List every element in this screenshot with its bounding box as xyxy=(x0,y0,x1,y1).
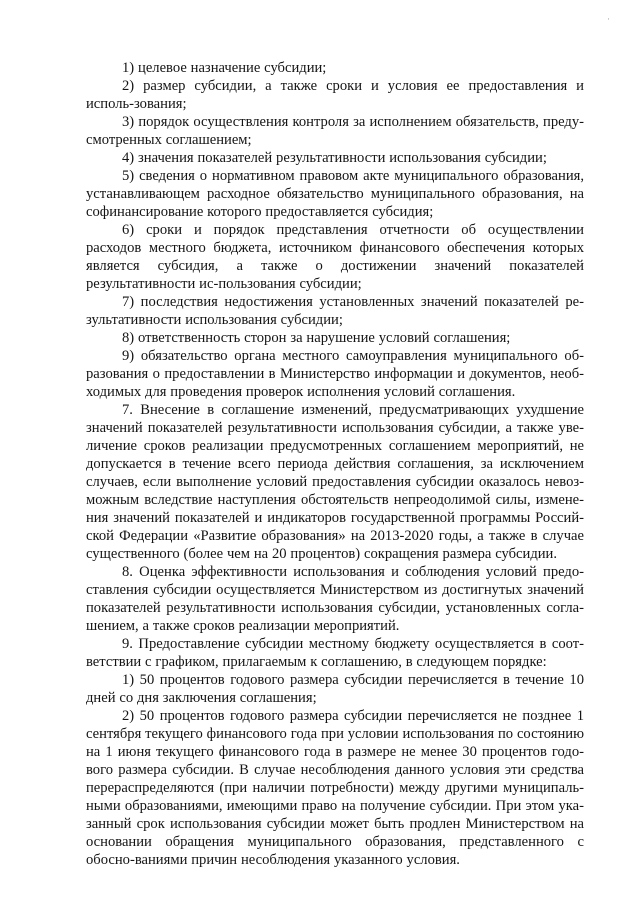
paragraph-item-9: 9) обязательство органа местного самоуправления муниципального об-разования о предоставлении в Министерство информации и документов, необ-ходимых для проведения проверок исполнения условий соглашения. xyxy=(86,348,584,400)
paragraph-item-7: 7) последствия недостижения установленных значений показателей ре-зультативности использования субсидии; xyxy=(86,294,584,328)
paragraph-item-2: 2) размер субсидии, а также сроки и условия ее предоставления и исполь-зования; xyxy=(86,78,584,112)
paragraph-section-7: 7. Внесение в соглашение изменений, предусматривающих ухудшение значений показателей результативности использования субсидии, а также уве-личение сроков реализации предусмотренных соглашением мероприятий, не допускается в течение всего периода действия соглашения, за исключением случаев, если выполнение условий предоставления субсидии оказалось невоз-можным вследствие наступления обстоятельств непреодолимой силы, измене-ния значений показателей и индикаторов государственной программы Россий-ской Федерации «Развитие образования» на 2013-2020 годы, а также в случае существенного (более чем на 20 процентов) сокращения размера субсидии. xyxy=(86,402,584,562)
paragraph-item-3: 3) порядок осуществления контроля за исполнением обязательств, преду-смотренных соглашением; xyxy=(86,114,584,148)
document-page xyxy=(86,59,584,869)
paragraph-item-6: 6) сроки и порядок представления отчетности об осуществлении расходов местного бюджета, источником финансового обеспечения которых является субсидия, а также о достижении значений показателей результативности ис-пользования субсидии; xyxy=(86,222,584,292)
paragraph-item-4: 4) значения показателей результативности использования субсидии; xyxy=(122,150,547,166)
paragraph-item-1: 1) целевое назначение субсидии; xyxy=(122,60,327,76)
paragraph-subitem-2: 2) 50 процентов годового размера субсидии перечисляется не позднее 1 сентября текущего финансового года при условии использования по состоянию на 1 июня текущего финансового года в размере не менее 30 процентов годо-вого размера субсидии. В случае несоблюдения данного условия эти средства перераспределяются (при наличии потребности) между другими муниципаль-ными образованиями, имеющими право на получение субсидии. При этом ука-занный срок использования субсидии может быть продлен Министерством на основании обращения муниципального образования, представленного с обосно-ваниями причин несоблюдения указанного условия. xyxy=(86,708,584,868)
corner-mark: · xyxy=(607,14,610,24)
paragraph-item-8: 8) ответственность сторон за нарушение условий соглашения; xyxy=(122,330,511,346)
paragraph-item-5: 5) сведения о нормативном правовом акте муниципального образования, устанавливающем расходное обязательство муниципального образования, на софинансирование которого предоставляется субсидия; xyxy=(86,168,584,220)
paragraph-subitem-1: 1) 50 процентов годового размера субсидии перечисляется в течение 10 дней со дня заключения соглашения; xyxy=(86,672,584,706)
paragraph-section-9: 9. Предоставление субсидии местному бюджету осуществляется в соот-ветствии с графиком, прилагаемым к соглашению, в следующем порядке: xyxy=(86,636,584,670)
paragraph-section-8: 8. Оценка эффективности использования и соблюдения условий предо-ставления субсидии осуществляется Министерством из достигнутых значений показателей результативности использования субсидии, установленных согла-шением, а также сроков реализации мероприятий. xyxy=(86,564,584,634)
